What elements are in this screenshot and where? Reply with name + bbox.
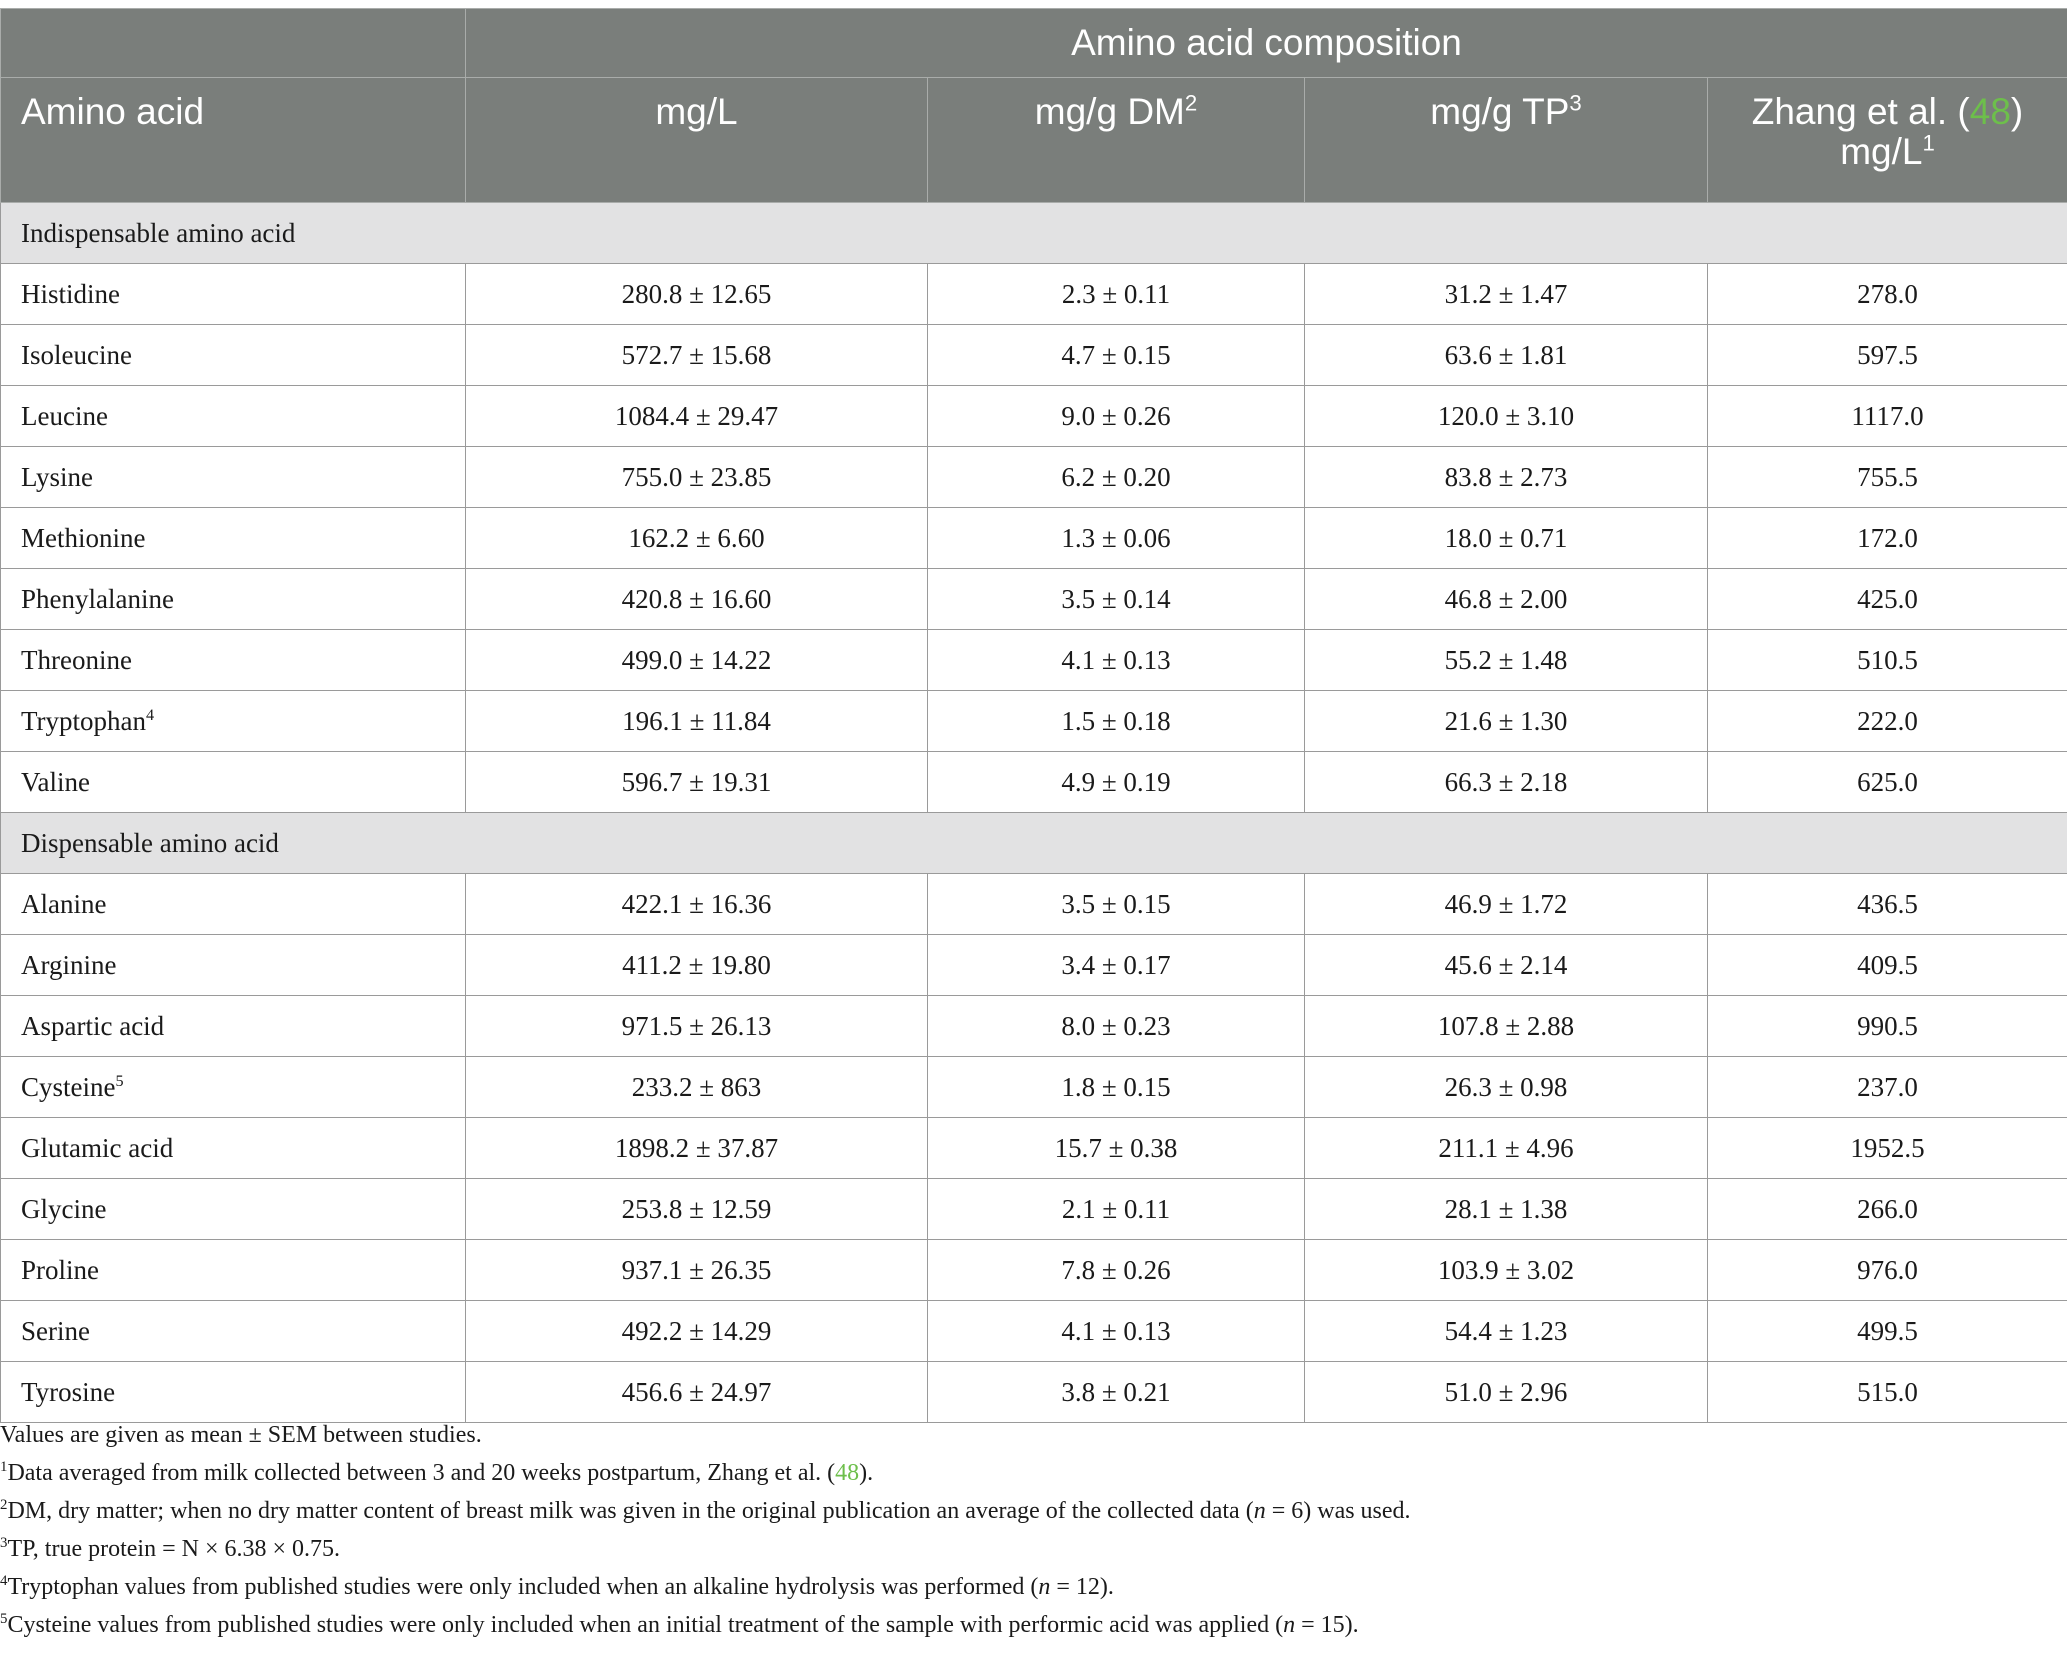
- footnote-2-marker: 2: [0, 1497, 8, 1513]
- header-zhang-pre: Zhang et al. (: [1751, 91, 1970, 132]
- value-mg-per-g-tp: 26.3 ± 0.98: [1305, 1057, 1708, 1118]
- value-zhang: 755.5: [1708, 447, 2067, 508]
- amino-acid-name: Arginine: [1, 935, 466, 996]
- amino-acid-name: Threonine: [1, 630, 466, 691]
- amino-acid-name: Glycine: [1, 1179, 466, 1240]
- section-label: Indispensable amino acid: [1, 203, 2067, 264]
- header-zhang: [1708, 78, 2067, 203]
- value-mg-per-l: 162.2 ± 6.60: [466, 508, 928, 569]
- value-mg-per-l: 1084.4 ± 29.47: [466, 386, 928, 447]
- table-row: [1, 752, 2067, 813]
- value-mg-per-g-tp: 107.8 ± 2.88: [1305, 996, 1708, 1057]
- reference-link-48[interactable]: 48: [1969, 91, 2011, 132]
- value-mg-per-g-dm: 9.0 ± 0.26: [928, 386, 1305, 447]
- value-zhang: 625.0: [1708, 752, 2067, 813]
- table-row: [1, 447, 2067, 508]
- table-header: [1, 9, 2067, 203]
- footnote-marker-5: 5: [115, 1071, 124, 1090]
- footnote-5: [0, 1606, 2067, 1644]
- value-mg-per-g-dm: 2.1 ± 0.11: [928, 1179, 1305, 1240]
- section-row-dispensable: [1, 813, 2067, 874]
- value-mg-per-g-tp: 66.3 ± 2.18: [1305, 752, 1708, 813]
- value-mg-per-g-dm: 2.3 ± 0.11: [928, 264, 1305, 325]
- value-zhang: 409.5: [1708, 935, 2067, 996]
- value-zhang: 237.0: [1708, 1057, 2067, 1118]
- footnote-marker-4: 4: [146, 705, 155, 724]
- footnote-4-text: Tryptophan values from published studies were only included when an alkaline hydrolysis was performed (: [7, 1574, 1039, 1600]
- footnote-3: [0, 1530, 2067, 1568]
- value-mg-per-g-tp: 18.0 ± 0.71: [1305, 508, 1708, 569]
- footnote-4-n: n: [1038, 1574, 1051, 1600]
- value-zhang: 172.0: [1708, 508, 2067, 569]
- value-mg-per-l: 233.2 ± 863: [466, 1057, 928, 1118]
- value-mg-per-g-tp: 46.8 ± 2.00: [1305, 569, 1708, 630]
- value-mg-per-g-dm: 4.1 ± 0.13: [928, 630, 1305, 691]
- value-zhang: 510.5: [1708, 630, 2067, 691]
- footnote-5-n: n: [1283, 1612, 1296, 1638]
- amino-acid-name: Phenylalanine: [1, 569, 466, 630]
- value-mg-per-l: 755.0 ± 23.85: [466, 447, 928, 508]
- footnote-marker-1: 1: [1922, 130, 1935, 156]
- value-mg-per-l: 937.1 ± 26.35: [466, 1240, 928, 1301]
- footnote-2-n: n: [1253, 1498, 1266, 1524]
- value-zhang: 1117.0: [1708, 386, 2067, 447]
- footnote-4-marker: 4: [0, 1573, 8, 1589]
- amino-acid-name: Glutamic acid: [1, 1118, 466, 1179]
- footnote-1: [0, 1454, 2067, 1492]
- header-mg-per-g-tp-label: mg/g TP: [1430, 91, 1570, 132]
- table-row: [1, 1118, 2067, 1179]
- header-mg-per-g-tp: [1305, 78, 1708, 203]
- amino-acid-name: Proline: [1, 1240, 466, 1301]
- table-row: [1, 691, 2067, 752]
- value-zhang: 222.0: [1708, 691, 2067, 752]
- value-mg-per-l: 499.0 ± 14.22: [466, 630, 928, 691]
- value-mg-per-g-tp: 51.0 ± 2.96: [1305, 1362, 1708, 1423]
- amino-acid-table: [0, 8, 2067, 1423]
- footnote-2-end: = 6) was used.: [1265, 1498, 1411, 1524]
- value-zhang: 436.5: [1708, 874, 2067, 935]
- header-mg-per-g-dm: [928, 78, 1305, 203]
- value-mg-per-g-tp: 103.9 ± 3.02: [1305, 1240, 1708, 1301]
- amino-acid-name-text: Tryptophan: [21, 705, 147, 736]
- header-group-title: Amino acid composition: [466, 9, 2067, 78]
- value-mg-per-g-dm: 7.8 ± 0.26: [928, 1240, 1305, 1301]
- amino-acid-name: Lysine: [1, 447, 466, 508]
- value-mg-per-g-dm: 15.7 ± 0.38: [928, 1118, 1305, 1179]
- table-row: [1, 630, 2067, 691]
- value-zhang: 597.5: [1708, 325, 2067, 386]
- amino-acid-name: Aspartic acid: [1, 996, 466, 1057]
- amino-acid-name: Methionine: [1, 508, 466, 569]
- amino-acid-name: Leucine: [1, 386, 466, 447]
- value-mg-per-l: 572.7 ± 15.68: [466, 325, 928, 386]
- footnote-5-end: = 15).: [1295, 1612, 1359, 1638]
- value-mg-per-g-tp: 83.8 ± 2.73: [1305, 447, 1708, 508]
- value-mg-per-g-dm: 3.4 ± 0.17: [928, 935, 1305, 996]
- value-mg-per-l: 971.5 ± 26.13: [466, 996, 928, 1057]
- value-mg-per-g-dm: 4.1 ± 0.13: [928, 1301, 1305, 1362]
- value-mg-per-g-dm: 6.2 ± 0.20: [928, 447, 1305, 508]
- footnote-marker-3: 3: [1569, 90, 1582, 116]
- value-mg-per-l: 422.1 ± 16.36: [466, 874, 928, 935]
- value-mg-per-l: 1898.2 ± 37.87: [466, 1118, 928, 1179]
- value-mg-per-g-dm: 1.5 ± 0.18: [928, 691, 1305, 752]
- table-row: [1, 996, 2067, 1057]
- amino-acid-name: [1, 1057, 466, 1118]
- amino-acid-name: Alanine: [1, 874, 466, 935]
- value-mg-per-l: 280.8 ± 12.65: [466, 264, 928, 325]
- footnote-4-end: = 12).: [1050, 1574, 1114, 1600]
- value-mg-per-l: 420.8 ± 16.60: [466, 569, 928, 630]
- value-mg-per-g-dm: 3.5 ± 0.15: [928, 874, 1305, 935]
- value-mg-per-l: 456.6 ± 24.97: [466, 1362, 928, 1423]
- table-row: [1, 569, 2067, 630]
- footnote-3-text: TP, true protein = N × 6.38 × 0.75.: [7, 1536, 341, 1562]
- value-mg-per-g-tp: 45.6 ± 2.14: [1305, 935, 1708, 996]
- amino-acid-name: [1, 691, 466, 752]
- value-mg-per-g-tp: 211.1 ± 4.96: [1305, 1118, 1708, 1179]
- footnote-values: Values are given as mean ± SEM between studies.: [0, 1422, 482, 1448]
- section-label: Dispensable amino acid: [1, 813, 2067, 874]
- amino-acid-table-wrapper: [0, 8, 2067, 1423]
- table-row: [1, 935, 2067, 996]
- amino-acid-name: Valine: [1, 752, 466, 813]
- value-mg-per-g-dm: 8.0 ± 0.23: [928, 996, 1305, 1057]
- value-mg-per-l: 492.2 ± 14.29: [466, 1301, 928, 1362]
- value-zhang: 278.0: [1708, 264, 2067, 325]
- footnote-3-marker: 3: [0, 1535, 8, 1551]
- amino-acid-name: Isoleucine: [1, 325, 466, 386]
- footnote-1-marker: 1: [0, 1459, 8, 1475]
- value-mg-per-l: 411.2 ± 19.80: [466, 935, 928, 996]
- table-row: [1, 1301, 2067, 1362]
- value-mg-per-g-tp: 120.0 ± 3.10: [1305, 386, 1708, 447]
- header-blank-cell: [1, 9, 466, 78]
- footnote-4: [0, 1568, 2067, 1606]
- table-row: [1, 1179, 2067, 1240]
- table-row: [1, 508, 2067, 569]
- value-mg-per-g-tp: 28.1 ± 1.38: [1305, 1179, 1708, 1240]
- value-mg-per-g-dm: 4.7 ± 0.15: [928, 325, 1305, 386]
- table-row: [1, 1362, 2067, 1423]
- table-row: [1, 1057, 2067, 1118]
- value-mg-per-g-tp: 63.6 ± 1.81: [1305, 325, 1708, 386]
- table-row: [1, 1240, 2067, 1301]
- value-mg-per-g-tp: 31.2 ± 1.47: [1305, 264, 1708, 325]
- header-zhang-unit: mg/L: [1840, 131, 1923, 172]
- footnote-2: [0, 1492, 2067, 1530]
- value-mg-per-g-dm: 3.5 ± 0.14: [928, 569, 1305, 630]
- value-mg-per-g-dm: 4.9 ± 0.19: [928, 752, 1305, 813]
- footnote-5-marker: 5: [0, 1611, 8, 1627]
- value-mg-per-g-tp: 21.6 ± 1.30: [1305, 691, 1708, 752]
- value-zhang: 425.0: [1708, 569, 2067, 630]
- table-body: [1, 203, 2067, 1423]
- value-mg-per-g-dm: 3.8 ± 0.21: [928, 1362, 1305, 1423]
- table-row: [1, 325, 2067, 386]
- footnote-1-end: ).: [859, 1460, 874, 1486]
- value-mg-per-l: 196.1 ± 11.84: [466, 691, 928, 752]
- value-mg-per-g-dm: 1.3 ± 0.06: [928, 508, 1305, 569]
- value-mg-per-g-tp: 55.2 ± 1.48: [1305, 630, 1708, 691]
- value-zhang: 266.0: [1708, 1179, 2067, 1240]
- value-zhang: 976.0: [1708, 1240, 2067, 1301]
- table-row: [1, 874, 2067, 935]
- table-row: [1, 386, 2067, 447]
- value-mg-per-l: 596.7 ± 19.31: [466, 752, 928, 813]
- amino-acid-name: Serine: [1, 1301, 466, 1362]
- footnote-1-reference-link[interactable]: 48: [835, 1460, 860, 1486]
- footnote-1-text: Data averaged from milk collected between 3 and 20 weeks postpartum, Zhang et al. (: [7, 1460, 836, 1486]
- table-footnotes: [0, 1416, 2067, 1644]
- header-mg-per-l: mg/L: [466, 78, 928, 203]
- footnote-marker-2: 2: [1184, 90, 1198, 116]
- header-zhang-post: ): [2010, 91, 2024, 132]
- value-mg-per-g-tp: 54.4 ± 1.23: [1305, 1301, 1708, 1362]
- header-mg-per-g-dm-label: mg/g DM: [1034, 91, 1185, 132]
- amino-acid-name: Histidine: [1, 264, 466, 325]
- footnote-5-text: Cysteine values from published studies were only included when an initial treatment of the sample with performic acid was applied (: [7, 1612, 1284, 1638]
- amino-acid-name: Tyrosine: [1, 1362, 466, 1423]
- value-mg-per-l: 253.8 ± 12.59: [466, 1179, 928, 1240]
- value-mg-per-g-dm: 1.8 ± 0.15: [928, 1057, 1305, 1118]
- amino-acid-name-text: Cysteine: [21, 1071, 116, 1102]
- value-zhang: 499.5: [1708, 1301, 2067, 1362]
- footnote-2-text: DM, dry matter; when no dry matter content of breast milk was given in the original publication an average of the collected data (: [7, 1498, 1254, 1524]
- section-row-indispensable: [1, 203, 2067, 264]
- value-mg-per-g-tp: 46.9 ± 1.72: [1305, 874, 1708, 935]
- value-zhang: 990.5: [1708, 996, 2067, 1057]
- value-zhang: 515.0: [1708, 1362, 2067, 1423]
- table-row: [1, 264, 2067, 325]
- header-amino-acid: Amino acid: [1, 78, 466, 203]
- value-zhang: 1952.5: [1708, 1118, 2067, 1179]
